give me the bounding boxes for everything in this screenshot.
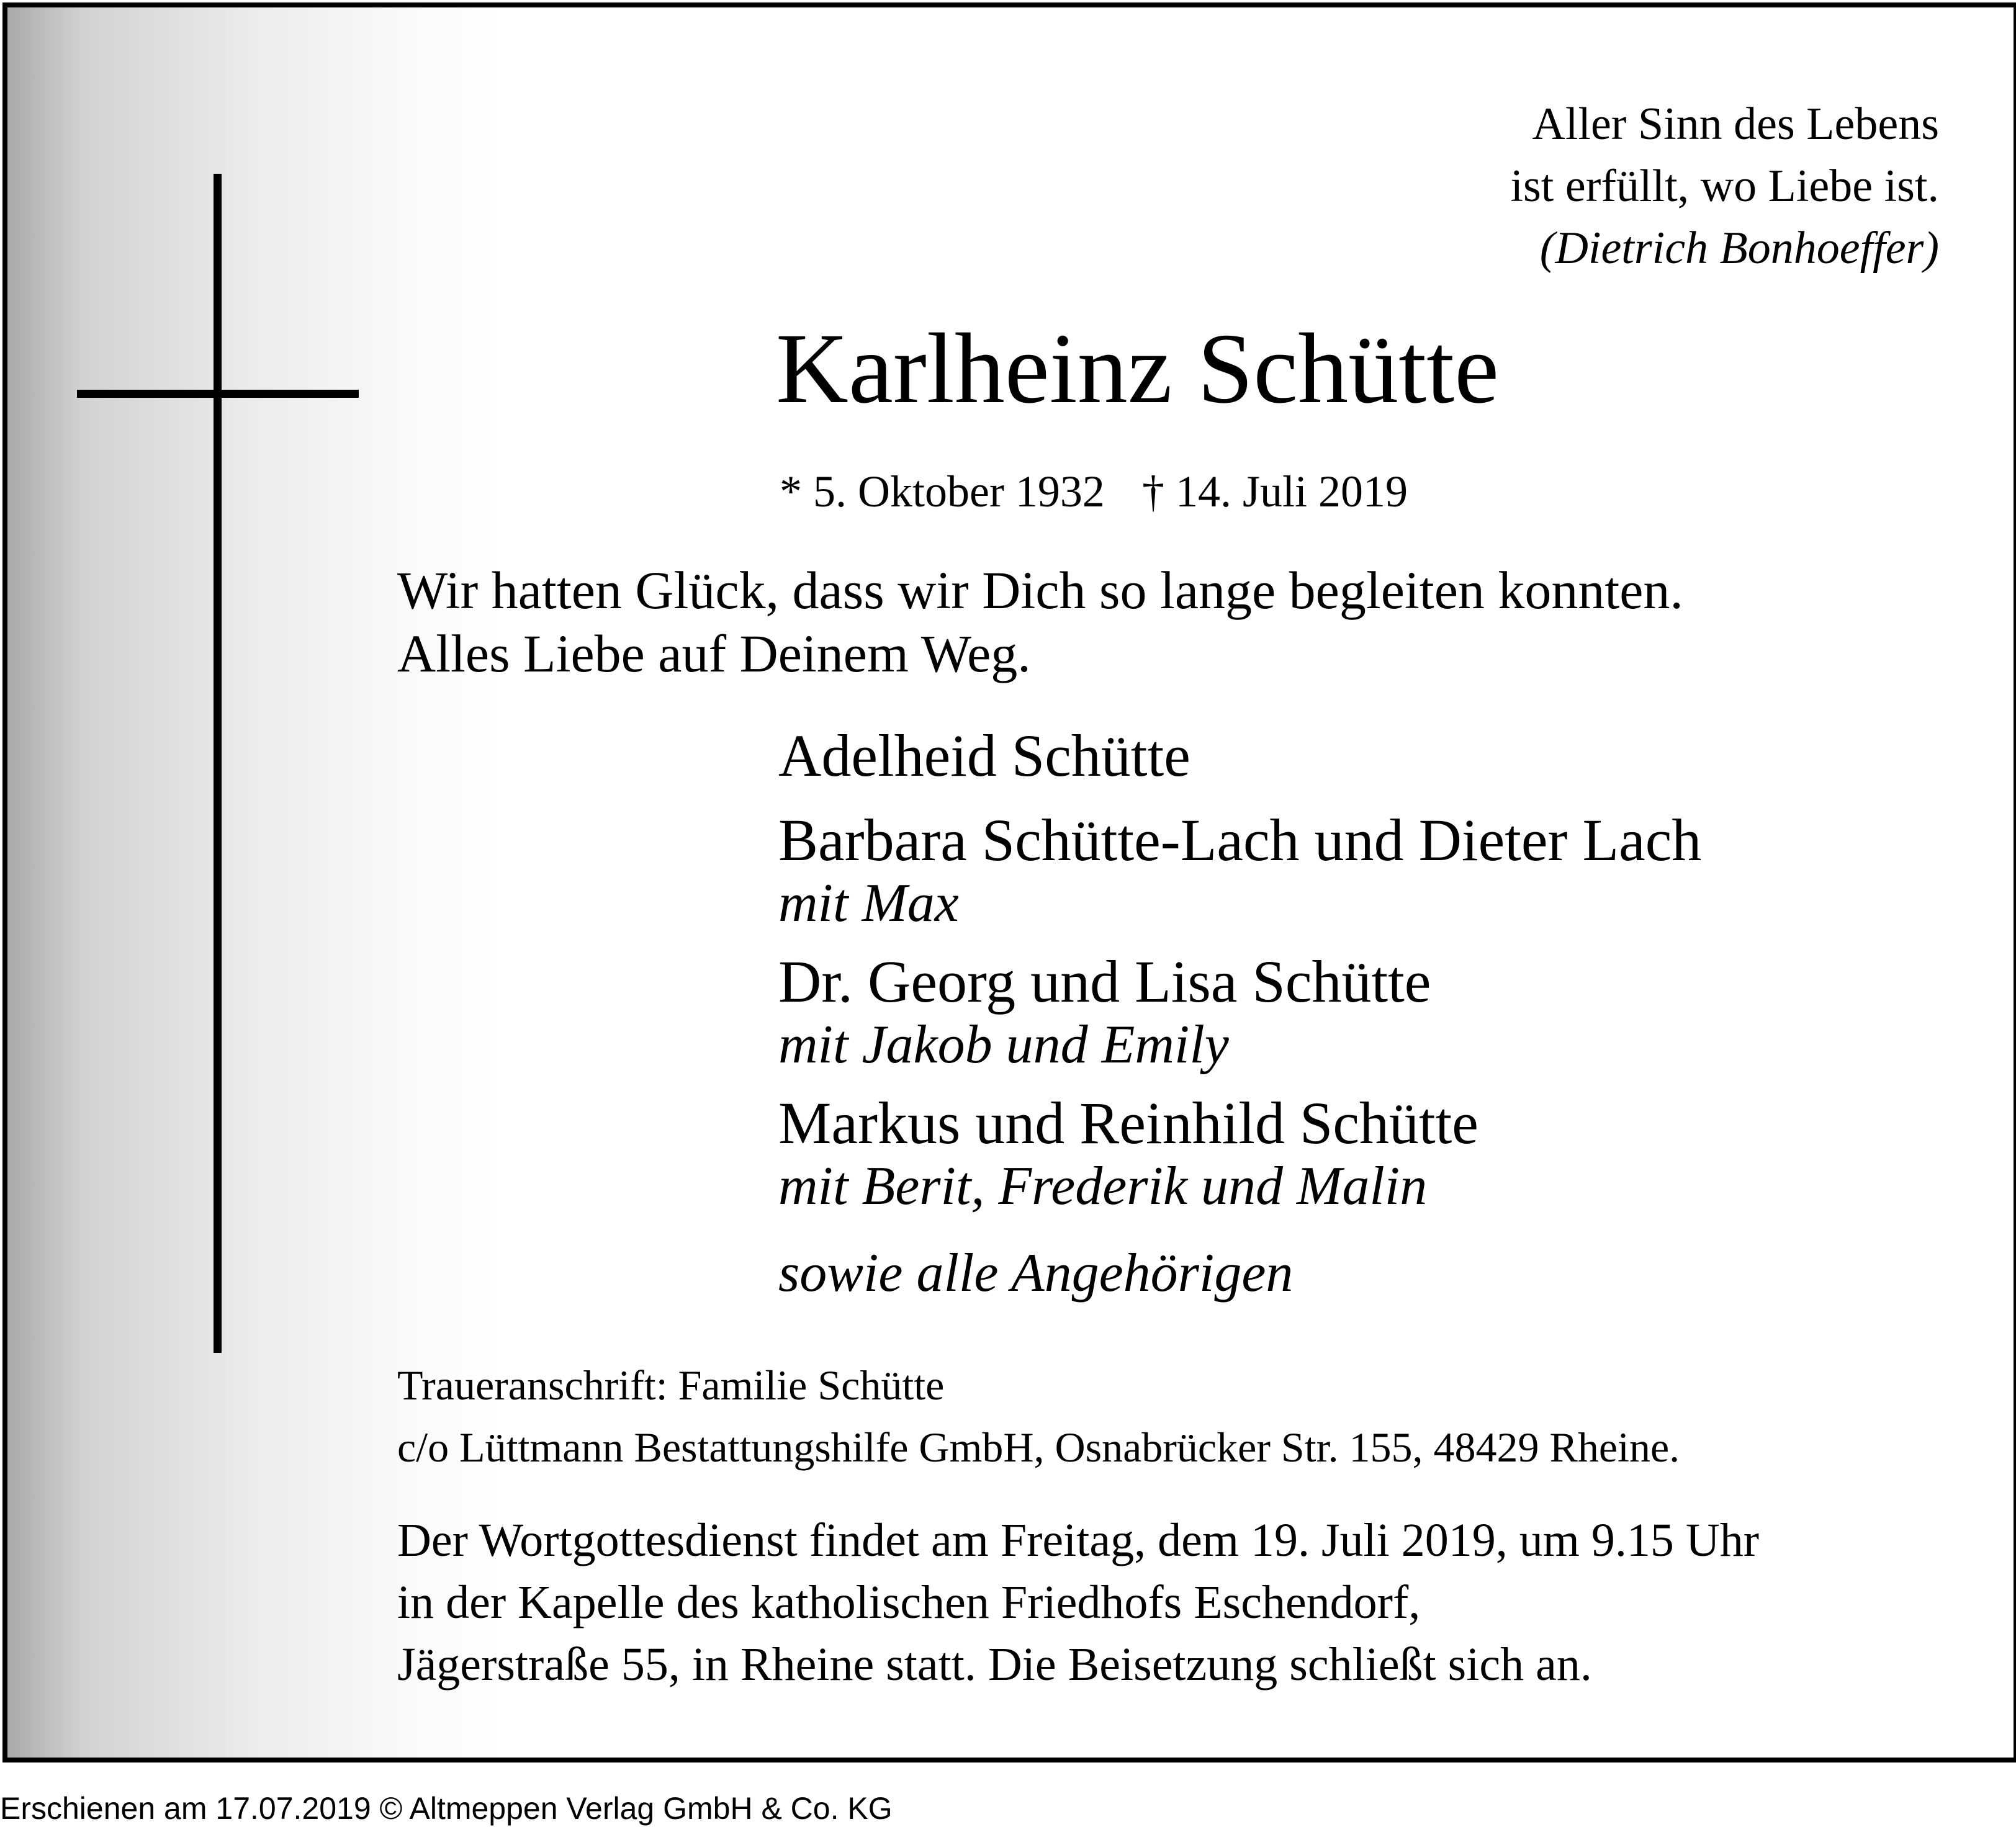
address-line-1: Traueranschrift: Familie Schütte	[397, 1362, 945, 1409]
service-line-2: in der Kapelle des katholischen Friedhofs Eschendorf,	[397, 1576, 1421, 1628]
deceased-name: Karlheinz Schütte	[776, 313, 1500, 424]
motto-line-1: Aller Sinn des Lebens	[1532, 99, 1939, 150]
mourner-2-children: mit Max	[778, 873, 959, 933]
motto-line-2: ist erfüllt, wo Liebe ist.	[1510, 161, 1939, 212]
publication-footer: Erschienen am 17.07.2019 © Altmeppen Verlag GmbH & Co. KG	[0, 1791, 893, 1826]
mourner-3-name: Dr. Georg und Lisa Schütte	[778, 948, 1431, 1015]
mourner-4-children: mit Berit, Frederik und Malin	[778, 1156, 1428, 1216]
service-line-1: Der Wortgottesdienst findet am Freitag, dem 19. Juli 2019, um 9.15 Uhr	[397, 1514, 1760, 1566]
motto-author: (Dietrich Bonhoeffer)	[1539, 223, 1939, 274]
service-line-3: Jägerstraße 55, in Rheine statt. Die Beisetzung schließt sich an.	[397, 1638, 1592, 1691]
gradient-panel	[7, 7, 504, 1758]
mourner-2-name: Barbara Schütte-Lach und Dieter Lach	[778, 807, 1702, 873]
obituary-frame	[2, 2, 2016, 1762]
farewell-line-2: Alles Liebe auf Deinem Weg.	[397, 624, 1031, 683]
farewell-line-1: Wir hatten Glück, dass wir Dich so lange begleiten konnten.	[397, 560, 1683, 620]
mourners-closing: sowie alle Angehörigen	[778, 1243, 1294, 1303]
life-dates	[780, 460, 1408, 523]
birth-date: * 5. Oktober 1932	[780, 467, 1105, 516]
mourner-4-name: Markus und Reinhild Schütte	[778, 1090, 1478, 1156]
address-line-2: c/o Lüttmann Bestattungshilfe GmbH, Osnabrücker Str. 155, 48429 Rheine.	[397, 1424, 1680, 1471]
service-info	[397, 1509, 1759, 1695]
mourner-3-children: mit Jakob und Emily	[778, 1015, 1229, 1075]
death-date: † 14. Juli 2019	[1141, 467, 1408, 516]
motto-quote	[1510, 93, 1939, 279]
mourning-address	[397, 1354, 1680, 1478]
farewell-message	[397, 559, 1683, 685]
cross-icon-vertical-bar	[214, 174, 222, 1353]
cross-icon-horizontal-bar	[77, 390, 359, 398]
mourner-1-name: Adelheid Schütte	[778, 722, 1190, 789]
